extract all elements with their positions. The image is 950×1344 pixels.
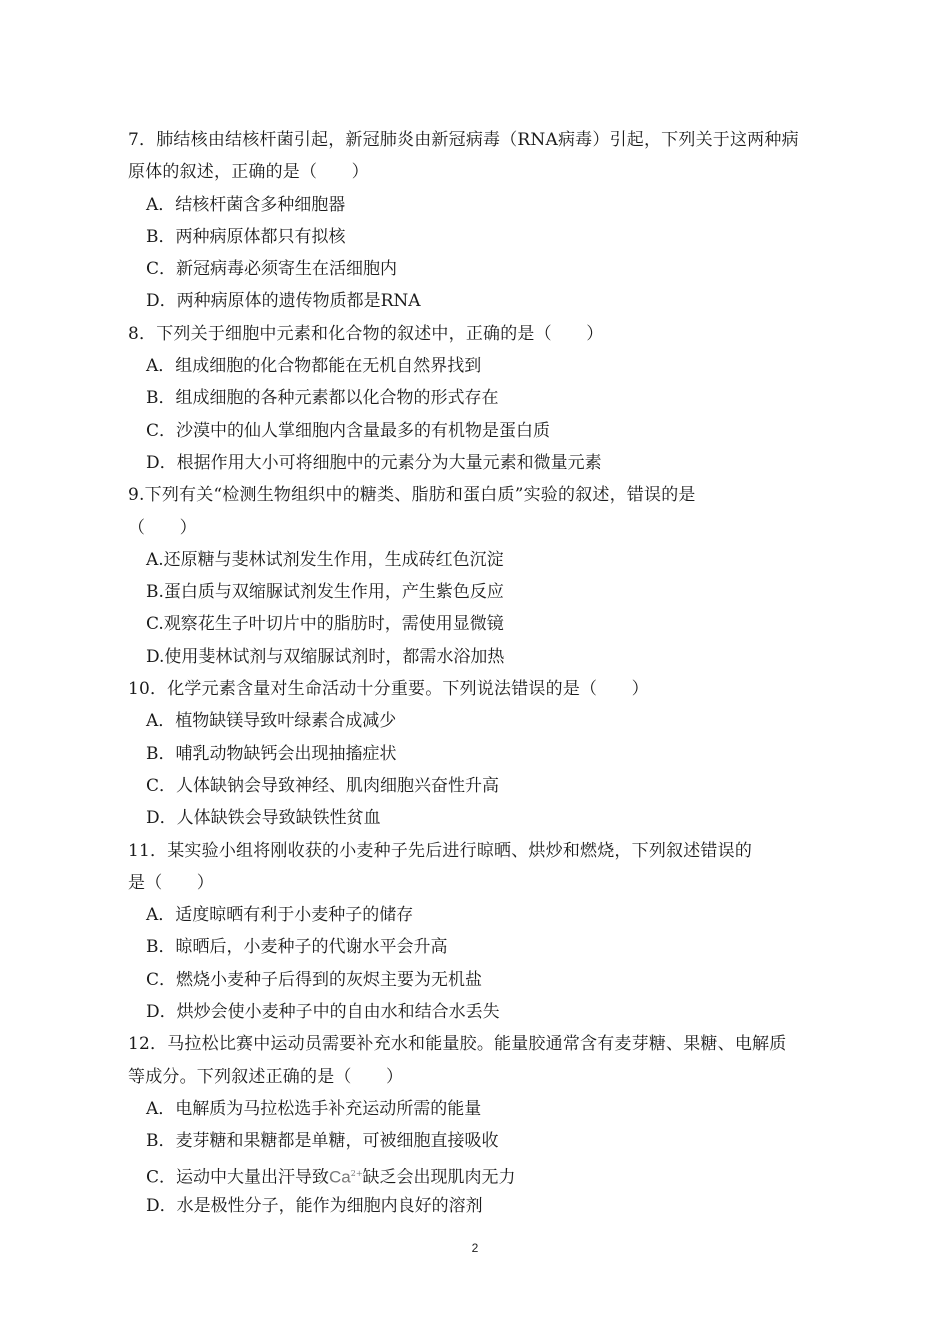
- question-9-option-a: A.还原糖与斐林试剂发生作用，生成砖红色沉淀: [146, 549, 504, 570]
- question-7-option-d: D．两种病原体的遗传物质都是RNA: [146, 291, 421, 312]
- question-10-option-c: C．人体缺钠会导致神经、肌肉细胞兴奋性升高: [146, 775, 500, 796]
- question-8-option-d: D．根据作用大小可将细胞中的元素分为大量元素和微量元素: [146, 452, 602, 473]
- question-7-option-a: A．结核杆菌含多种细胞器: [146, 194, 346, 215]
- question-8-option-a: A．组成细胞的化合物都能在无机自然界找到: [146, 356, 482, 377]
- question-12-option-d: D．水是极性分子，能作为细胞内良好的溶剂: [146, 1195, 483, 1216]
- question-11-option-a: A．适度晾晒有利于小麦种子的储存: [146, 905, 414, 926]
- question-9-option-b: B.蛋白质与双缩脲试剂发生作用，产生紫色反应: [146, 582, 504, 603]
- question-list: [128, 124, 828, 1222]
- calcium-ion-charge: 2+: [350, 1168, 363, 1178]
- question-9-line-2: （ ）: [128, 517, 197, 538]
- question-12-option-a: A．电解质为马拉松选手补充运动所需的能量: [146, 1098, 482, 1119]
- question-7-line-1: 7．肺结核由结核杆菌引起，新冠肺炎由新冠病毒（RNA病毒）引起，下列关于这两种病: [128, 130, 799, 150]
- question-11-line-1: 11．某实验小组将刚收获的小麦种子先后进行晾晒、烘炒和燃烧，下列叙述错误的: [128, 840, 753, 861]
- question-11-option-b: B．晾晒后，小麦种子的代谢水平会升高: [146, 937, 448, 958]
- question-7-option-c: C．新冠病毒必须寄生在活细胞内: [146, 259, 398, 280]
- question-12-option-c-text: C．运动中大量出汗导致: [146, 1167, 330, 1188]
- question-11-option-d: D．烘炒会使小麦种子中的自由水和结合水丢失: [146, 1002, 500, 1023]
- question-10-line-1: 10．化学元素含量对生命活动十分重要。下列说法错误的是（ ）: [128, 679, 649, 700]
- question-11-option-c: C．燃烧小麦种子后得到的灰烬主要为无机盐: [146, 969, 483, 990]
- question-12-option-c-tail: 缺乏会出现肌肉无力: [362, 1167, 516, 1188]
- calcium-ion-symbol: Ca: [329, 1167, 351, 1187]
- question-8-option-c: C．沙漠中的仙人掌细胞内含量最多的有机物是蛋白质: [146, 420, 551, 441]
- question-10-option-d: D．人体缺铁会导致缺铁性贫血: [146, 808, 381, 829]
- question-11-line-2: 是（ ）: [128, 872, 214, 893]
- question-12-line-1: 12．马拉松比赛中运动员需要补充水和能量胶。能量胶通常含有麦芽糖、果糖、电解质: [128, 1034, 787, 1055]
- question-9-line-1: 9.下列有关“检测生物组织中的糖类、脂肪和蛋白质”实验的叙述，错误的是: [128, 485, 696, 506]
- question-9-option-d: D.使用斐林试剂与双缩脲试剂时，都需水浴加热: [146, 646, 505, 667]
- question-8-line-1: 8．下列关于细胞中元素和化合物的叙述中，正确的是（ ）: [128, 323, 604, 344]
- question-9-option-c: C.观察花生子叶切片中的脂肪时，需使用显微镜: [146, 614, 504, 635]
- question-10-option-b: B．哺乳动物缺钙会出现抽搐症状: [146, 743, 397, 764]
- question-12-option-b: B．麦芽糖和果糖都是单糖，可被细胞直接吸收: [146, 1131, 499, 1152]
- question-7-option-b: B．两种病原体都只有拟核: [146, 226, 346, 247]
- page-number: 2: [471, 1241, 479, 1255]
- question-8-option-b: B．组成细胞的各种元素都以化合物的形式存在: [146, 388, 499, 409]
- question-12-option-c: [128, 1158, 828, 1190]
- question-7-line-2: 原体的叙述，正确的是（ ）: [128, 162, 369, 183]
- question-12-line-2: 等成分。下列叙述正确的是（ ）: [128, 1066, 404, 1087]
- question-10-option-a: A．植物缺镁导致叶绿素合成减少: [146, 711, 397, 732]
